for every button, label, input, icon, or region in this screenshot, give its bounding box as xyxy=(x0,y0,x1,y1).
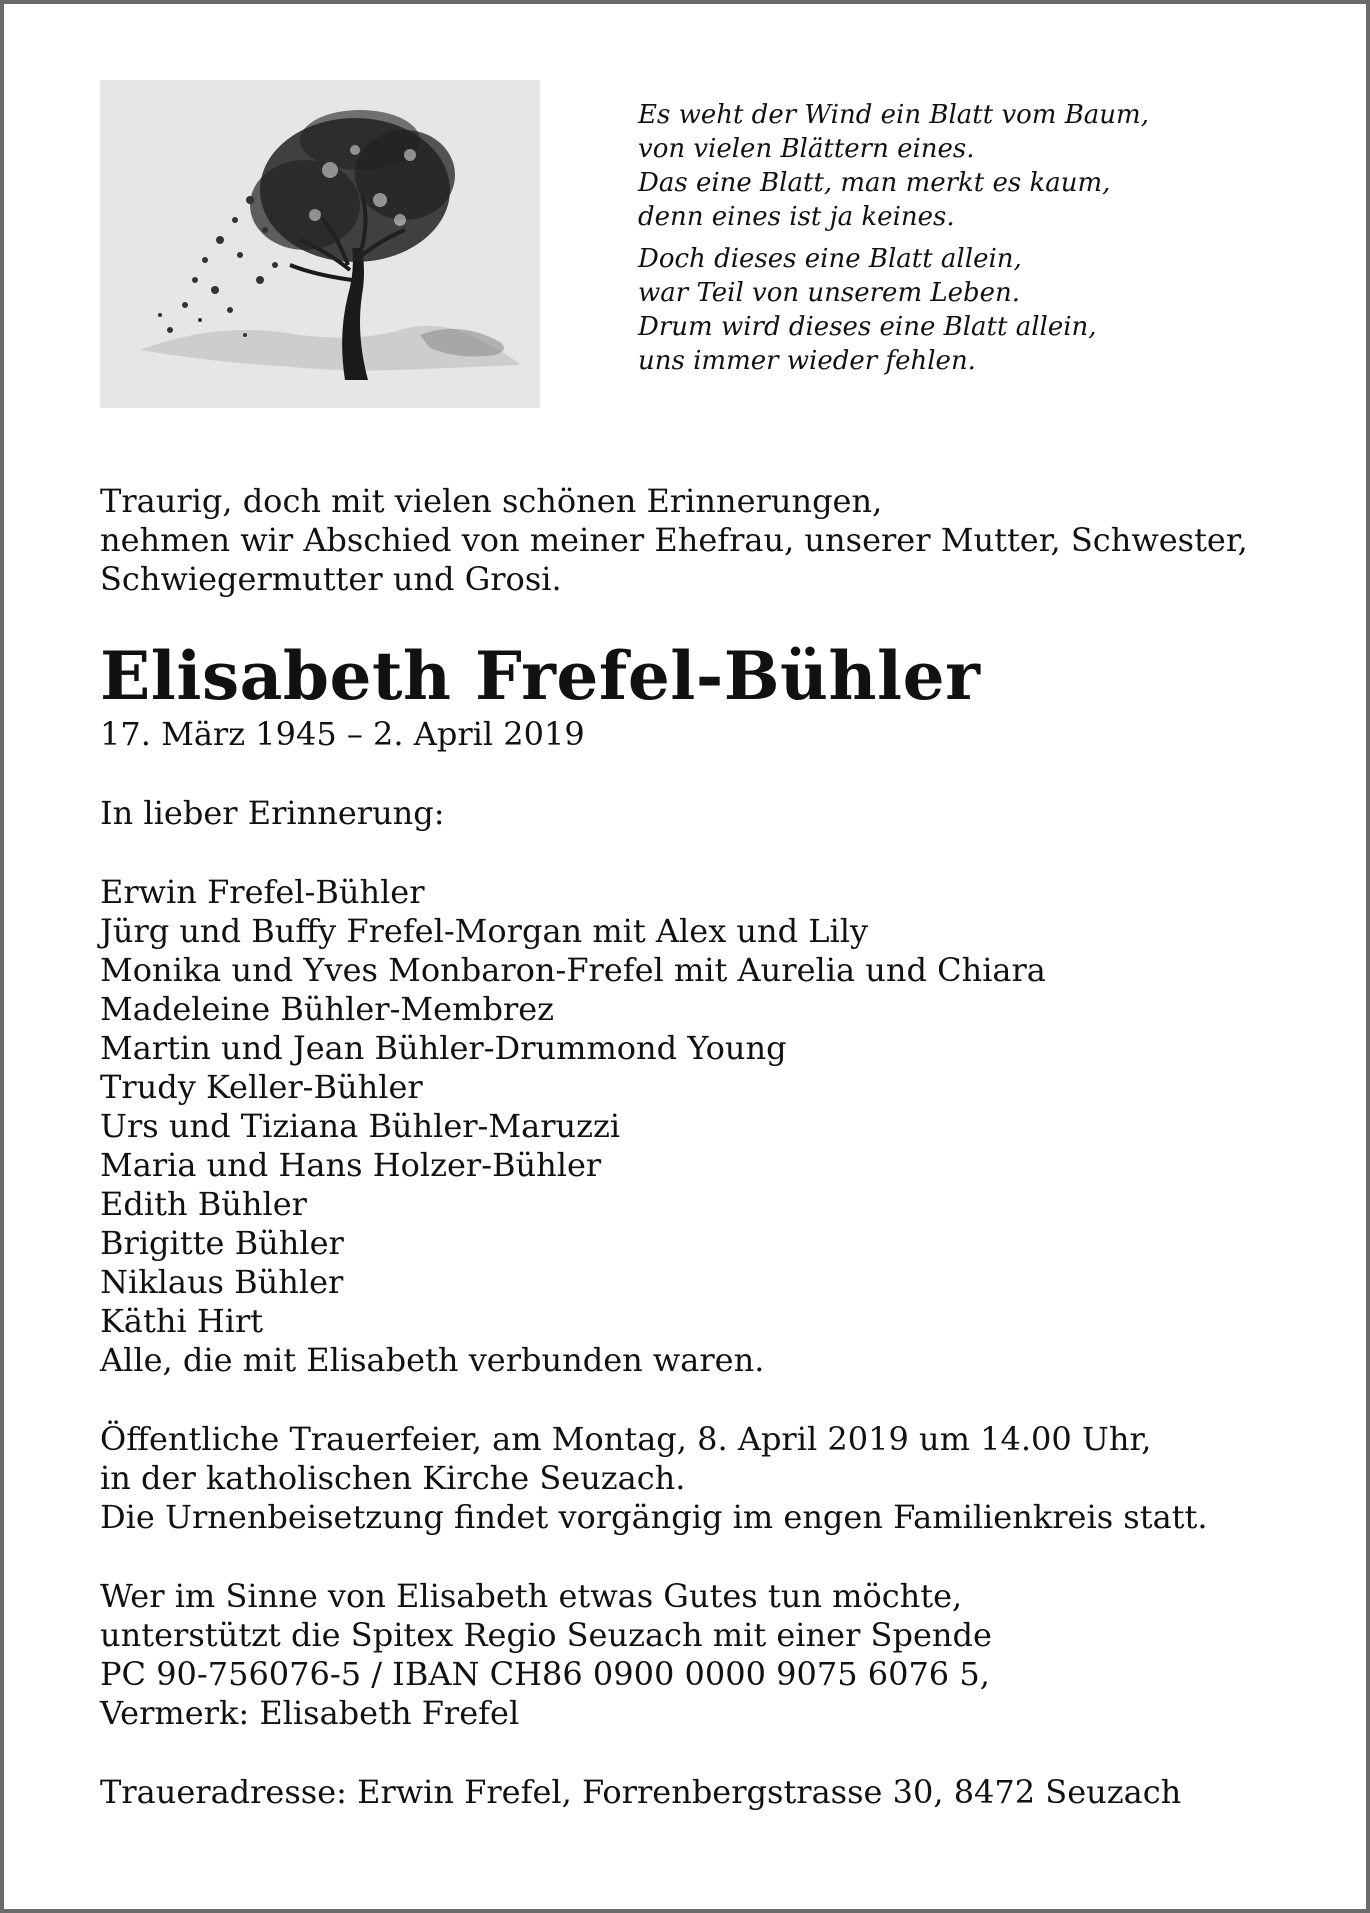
donation-line: Wer im Sinne von Elisabeth etwas Gutes tun möchte, xyxy=(100,1577,963,1615)
intro-text xyxy=(100,482,1300,599)
donation-line: Vermerk: Elisabeth Frefel xyxy=(100,1694,520,1732)
mourner: Martin und Jean Bühler-Drummond Young xyxy=(100,1029,787,1067)
mourner: Edith Bühler xyxy=(100,1185,307,1223)
mourner: Monika und Yves Monbaron-Frefel mit Aurelia und Chiara xyxy=(100,951,1046,989)
donation-line: PC 90-756076-5 / IBAN CH86 0900 0000 9075 6076 5, xyxy=(100,1655,990,1693)
mourning-address: Traueradresse: Erwin Frefel, Forrenbergstrasse 30, 8472 Seuzach xyxy=(100,1773,1182,1811)
life-dates: 17. März 1945 – 2. April 2019 xyxy=(100,715,585,753)
mourner: Madeleine Bühler-Membrez xyxy=(100,990,555,1028)
poem-stanza-1 xyxy=(638,98,1278,234)
obituary-body xyxy=(100,482,1300,1812)
mourner: Urs und Tiziana Bühler-Maruzzi xyxy=(100,1107,621,1145)
poem-line: uns immer wieder fehlen. xyxy=(638,346,976,376)
ceremony-info xyxy=(100,1420,1300,1537)
ceremony-line: Öffentliche Trauerfeier, am Montag, 8. April 2019 um 14.00 Uhr, xyxy=(100,1420,1152,1458)
intro-line: nehmen wir Abschied von meiner Ehefrau, unserer Mutter, Schwester, xyxy=(100,521,1248,559)
poem-line: Drum wird dieses eine Blatt allein, xyxy=(638,312,1097,342)
ceremony-line: Die Urnenbeisetzung findet vorgängig im engen Familienkreis statt. xyxy=(100,1498,1208,1536)
memory-label: In lieber Erinnerung: xyxy=(100,794,445,832)
poem xyxy=(638,98,1278,386)
deceased-name: Elisabeth Frefel-Bühler xyxy=(100,637,981,715)
poem-stanza-2 xyxy=(638,242,1278,378)
donation-line: unterstützt die Spitex Regio Seuzach mit einer Spende xyxy=(100,1616,992,1654)
poem-line: Es weht der Wind ein Blatt vom Baum, xyxy=(638,100,1149,130)
mourner: Niklaus Bühler xyxy=(100,1263,344,1301)
mourner: Trudy Keller-Bühler xyxy=(100,1068,423,1106)
mourner: Brigitte Bühler xyxy=(100,1224,344,1262)
mourner: Käthi Hirt xyxy=(100,1302,264,1340)
tree-blowing-leaves-icon xyxy=(100,80,540,408)
poem-line: Das eine Blatt, man merkt es kaum, xyxy=(638,168,1111,198)
intro-line: Schwiegermutter und Grosi. xyxy=(100,560,562,598)
ceremony-line: in der katholischen Kirche Seuzach. xyxy=(100,1459,686,1497)
poem-line: denn eines ist ja keines. xyxy=(638,202,955,232)
intro-line: Traurig, doch mit vielen schönen Erinnerungen, xyxy=(100,482,883,520)
mourner: Erwin Frefel-Bühler xyxy=(100,873,425,911)
mourner: Alle, die mit Elisabeth verbunden waren. xyxy=(100,1341,765,1379)
mourner: Jürg und Buffy Frefel-Morgan mit Alex und Lily xyxy=(100,912,869,950)
mourner: Maria und Hans Holzer-Bühler xyxy=(100,1146,602,1184)
poem-line: von vielen Blättern eines. xyxy=(638,134,975,164)
poem-line: war Teil von unserem Leben. xyxy=(638,278,1021,308)
mourners-list xyxy=(100,873,1300,1380)
poem-line: Doch dieses eine Blatt allein, xyxy=(638,244,1022,274)
donation-info xyxy=(100,1577,1300,1733)
